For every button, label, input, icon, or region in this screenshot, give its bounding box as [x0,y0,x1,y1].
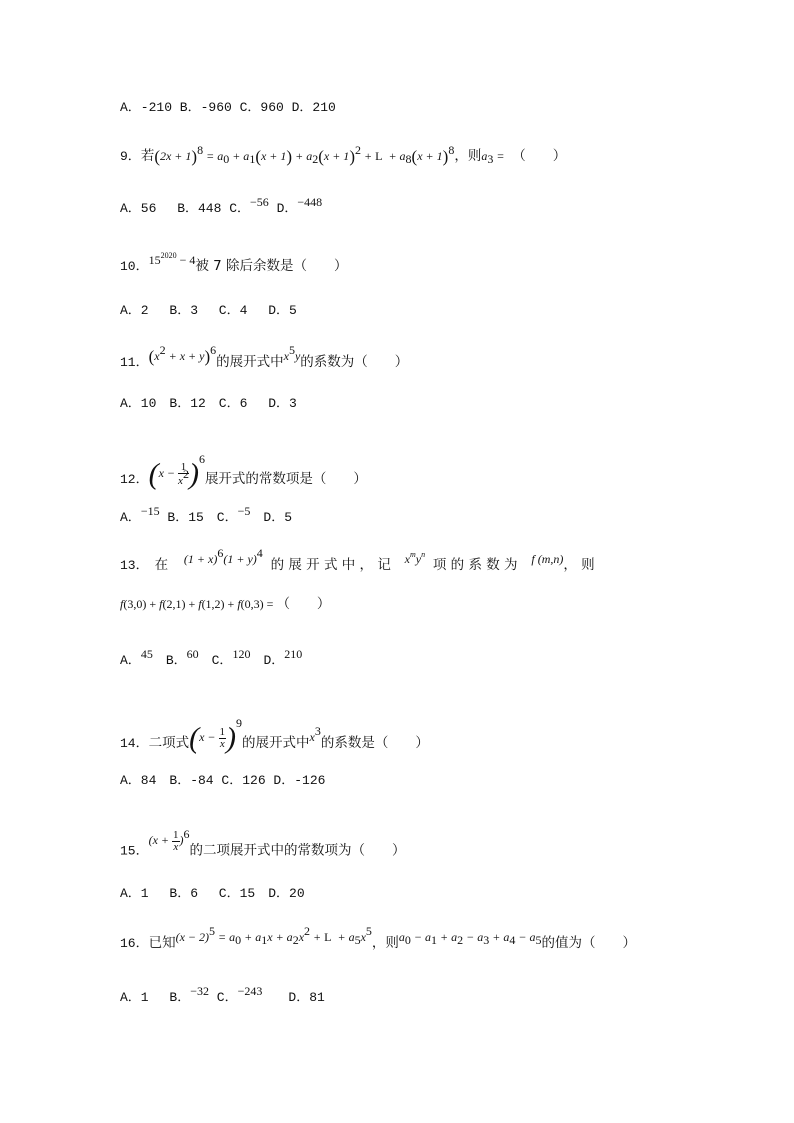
q14-expression: (x − $\frac{1}{x}$ )$^9$ [189,716,243,755]
q12-options: A．−15 B．15 C．−5 D．5 [120,504,292,525]
q9-options: A．56 B．448 C．−56 D．−448 [120,195,323,216]
q15-expression: (x + $\frac{1}{x}$ )$^6$ [148,827,190,853]
q16-expression: $(x - 2)^5 = a_0 + a_1x + a_2x^2 + L + a_5x^5$ [175,924,372,947]
q13-options: A．45 B．60 C．120 D．210 [120,647,303,668]
q9-number: 9． [120,149,141,164]
question-9: 9．若$(2x + 1)^8 = a_0 + a_1(x + 1) + a_2(x + 1)^2 + L + a_8(x + 1)^8$，则$a_3$ = （ ） [120,143,567,166]
q8-options: A．-210 B．-960 C．960 D．210 [120,100,336,115]
q10-options: A．2 B．3 C．4 D．5 [120,303,297,318]
question-15: 15．(x + $\frac{1}{x}$ )$^6$的二项展开式中的常数项为（ ） [120,827,406,859]
question-10: 10．$15^{2020} - 4$被 7 除后余数是（ ） [120,251,348,274]
q11-options: A．10 B．12 C．6 D．3 [120,396,297,411]
question-13: 13． 在 $(1 + x)^6(1 + y)^4$ 的 展 开 式 中 ， 记 $x^my^n$ 项 的 系 数 为 f (m,n)， 则 [120,546,595,573]
question-14: 14．二项式(x − $\frac{1}{x}$ )$^9$的展开式中$x^3$的系数是（ ） [120,716,429,755]
q13-expression: $(1 + x)^6(1 + y)^4$ [183,546,263,566]
question-16: 16．已知$(x - 2)^5 = a_0 + a_1x + a_2x^2 + L + a_5x^5$，则$a_0 - a_1 + a_2 - a_3 + a_4 - a_5$的值为（ ） [120,924,636,951]
q12-expression: (x − $\frac{1}{x^2}$ )$^6$ [148,452,205,491]
question-11: 11．$(x^2 + x + y)^6$的展开式中$x^5y$的系数为（ ） [120,343,409,370]
question-12: 12．(x − $\frac{1}{x^2}$ )$^6$展开式的常数项是（ ） [120,452,367,491]
q9-expression: $(2x + 1)^8 = a_0 + a_1(x + 1) + a_2(x + 1)^2 + L + a_8(x + 1)^8$ [154,143,455,166]
q16-options: A．1 B．−32 C．−243 D．81 [120,984,325,1005]
q11-expression: $(x^2 + x + y)^6$ [148,343,217,366]
q14-options: A．84 B．-84 C．126 D．-126 [120,773,326,788]
q13-expression-line: f(3,0) + f(2,1) + f(1,2) + f(0,3) = （ ） [120,596,331,612]
q15-options: A．1 B．6 C．15 D．20 [120,886,305,901]
